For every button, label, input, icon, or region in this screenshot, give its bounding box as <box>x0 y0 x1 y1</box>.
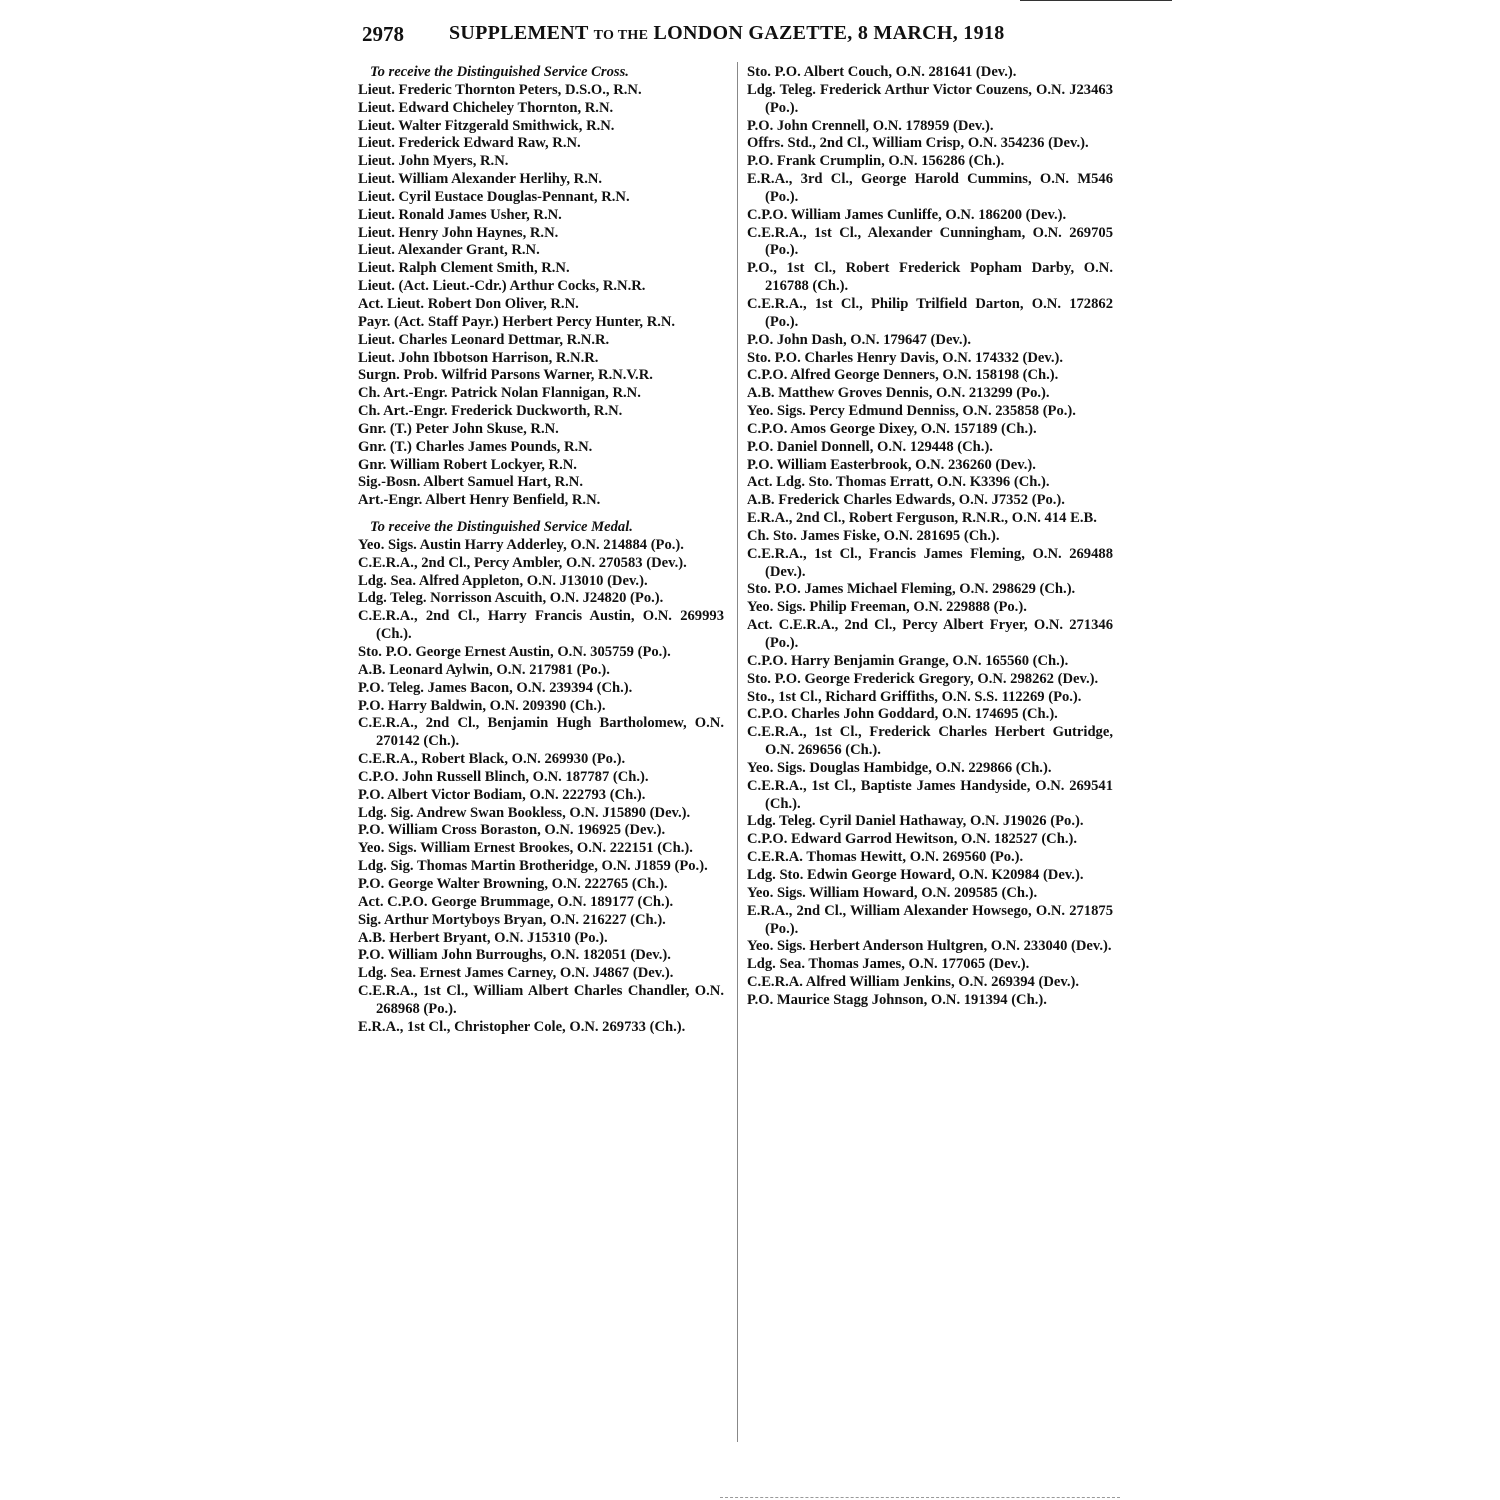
award-entry: Lieut. Henry John Haynes, R.N. <box>358 224 559 241</box>
award-entry: Yeo. Sigs. Herbert Anderson Hultgren, O.N. 233040 (Dev.). <box>747 938 1112 955</box>
award-entry: C.P.O. John Russell Blinch, O.N. 187787 (Ch.). <box>358 768 649 785</box>
award-entry: Gnr. (T.) Charles James Pounds, R.N. <box>358 438 593 455</box>
award-entry: Lieut. Frederic Thornton Peters, D.S.O., R.N. <box>358 81 642 98</box>
award-entry: C.E.R.A., 1st Cl., Frederick Charles Herbert Gutridge, O.N. 269656 (Ch.). <box>747 724 1113 759</box>
award-entry: P.O. John Crennell, O.N. 178959 (Dev.). <box>747 117 994 134</box>
award-entry: P.O. Maurice Stagg Johnson, O.N. 191394 (Ch.). <box>747 991 1047 1008</box>
award-entry: Payr. (Act. Staff Payr.) Herbert Percy Hunter, R.N. <box>358 313 676 330</box>
award-entry: Ldg. Sig. Andrew Swan Bookless, O.N. J15890 (Dev.). <box>358 804 691 821</box>
award-entry: Lieut. (Act. Lieut.-Cdr.) Arthur Cocks, R.N.R. <box>358 278 646 295</box>
top-rule <box>1020 0 1172 1</box>
award-entry: Act. Lieut. Robert Don Oliver, R.N. <box>358 295 579 312</box>
award-entry: Lieut. Charles Leonard Dettmar, R.N.R. <box>358 331 610 348</box>
award-entry: Ldg. Sea. Ernest James Carney, O.N. J4867 (Dev.). <box>358 965 674 982</box>
award-entry: Lieut. Walter Fitzgerald Smithwick, R.N. <box>358 117 615 134</box>
award-entry: Lieut. Edward Chicheley Thornton, R.N. <box>358 99 614 116</box>
title-suffix: LONDON GAZETTE, 8 MARCH, 1918 <box>653 22 1005 44</box>
award-entry: C.P.O. Charles John Goddard, O.N. 174695 (Ch.). <box>747 706 1058 723</box>
section-spacer <box>358 510 724 519</box>
award-entry: C.E.R.A., 1st Cl., Baptiste James Handyside, O.N. 269541 (Ch.). <box>747 777 1113 812</box>
award-entry: P.O. William Easterbrook, O.N. 236260 (Dev.). <box>747 456 1036 473</box>
award-entry: C.E.R.A., 2nd Cl., Benjamin Hugh Bartholomew, O.N. 270142 (Ch.). <box>358 715 724 750</box>
award-entry: Lieut. Alexander Grant, R.N. <box>358 242 540 259</box>
award-entry: A.B. Matthew Groves Dennis, O.N. 213299 (Po.). <box>747 385 1050 402</box>
award-entry: E.R.A., 1st Cl., Christopher Cole, O.N. 269733 (Ch.). <box>358 1018 686 1035</box>
award-entry: P.O. Frank Crumplin, O.N. 156286 (Ch.). <box>747 153 1005 170</box>
award-entry: C.E.R.A., 1st Cl., William Albert Charles Chandler, O.N. 268968 (Po.). <box>358 983 724 1017</box>
left-column <box>358 64 724 1037</box>
award-entry: C.P.O. William James Cunliffe, O.N. 186200 (Dev.). <box>747 206 1067 223</box>
title-small: TO THE <box>593 28 649 43</box>
award-entry: E.R.A., 3rd Cl., George Harold Cummins, O.N. M546 (Po.). <box>747 171 1113 205</box>
award-entry: E.R.A., 2nd Cl., Robert Ferguson, R.N.R., O.N. 414 E.B. <box>747 510 1097 527</box>
award-entry: Lieut. Ralph Clement Smith, R.N. <box>358 260 570 277</box>
award-entry: C.E.R.A., Robert Black, O.N. 269930 (Po.). <box>358 751 626 768</box>
award-entry: C.P.O. Alfred George Denners, O.N. 158198 (Ch.). <box>747 367 1059 384</box>
award-entry: A.B. Frederick Charles Edwards, O.N. J7352 (Po.). <box>747 492 1065 509</box>
award-entry: Gnr. William Robert Lockyer, R.N. <box>358 456 577 473</box>
award-entry: Sto. P.O. George Ernest Austin, O.N. 305759 (Po.). <box>358 644 671 660</box>
award-entry: A.B. Leonard Aylwin, O.N. 217981 (Po.). <box>358 661 610 678</box>
award-entry: Yeo. Sigs. William Howard, O.N. 209585 (Ch.). <box>747 884 1038 901</box>
award-entry: A.B. Herbert Bryant, O.N. J15310 (Po.). <box>358 929 608 946</box>
award-entry: C.E.R.A. Thomas Hewitt, O.N. 269560 (Po.). <box>747 849 1024 866</box>
award-entry: Ldg. Sig. Thomas Martin Brotheridge, O.N. J1859 (Po.). <box>358 858 708 875</box>
award-entry: Gnr. (T.) Peter John Skuse, R.N. <box>358 420 559 437</box>
award-entry: Sto. P.O. George Frederick Gregory, O.N. 298262 (Dev.). <box>747 670 1099 687</box>
award-entry: P.O. William John Burroughs, O.N. 182051 (Dev.). <box>358 947 671 964</box>
award-entry: Ldg. Teleg. Frederick Arthur Victor Couzens, O.N. J23463 (Po.). <box>747 81 1113 116</box>
right-column <box>747 64 1113 1010</box>
award-entry: Sig. Arthur Mortyboys Bryan, O.N. 216227 (Ch.). <box>358 911 666 928</box>
page-number: 2978 <box>362 22 404 46</box>
award-entry: Lieut. Ronald James Usher, R.N. <box>358 206 562 223</box>
award-entry: Yeo. Sigs. William Ernest Brookes, O.N. 222151 (Ch.). <box>358 840 693 857</box>
award-entry: Yeo. Sigs. Douglas Hambidge, O.N. 229866 (Ch.). <box>747 759 1052 776</box>
title-prefix: SUPPLEMENT <box>449 22 589 44</box>
award-entry: Ldg. Sea. Alfred Appleton, O.N. J13010 (Dev.). <box>358 572 648 589</box>
section-heading: To receive the Distinguished Service Cross. <box>370 64 629 80</box>
award-entry: Lieut. John Ibbotson Harrison, R.N.R. <box>358 349 599 366</box>
award-entry: Act. C.E.R.A., 2nd Cl., Percy Albert Fryer, O.N. 271346 (Po.). <box>747 617 1113 651</box>
award-entry: Yeo. Sigs. Austin Harry Adderley, O.N. 214884 (Po.). <box>358 536 684 553</box>
award-entry: C.P.O. Edward Garrod Hewitson, O.N. 182527 (Ch.). <box>747 831 1077 848</box>
section-heading: To receive the Distinguished Service Medal. <box>370 519 633 536</box>
award-entry: P.O. Harry Baldwin, O.N. 209390 (Ch.). <box>358 697 606 714</box>
award-entry: Ldg. Teleg. Cyril Daniel Hathaway, O.N. J19026 (Po.). <box>747 813 1084 830</box>
award-entry: Lieut. William Alexander Herlihy, R.N. <box>358 171 603 188</box>
award-entry: P.O. John Dash, O.N. 179647 (Dev.). <box>747 331 972 348</box>
award-entry: P.O. George Walter Browning, O.N. 222765 (Ch.). <box>358 875 668 892</box>
award-entry: Ldg. Teleg. Norrisson Ascuith, O.N. J24820 (Po.). <box>358 590 664 607</box>
award-entry: Lieut. Frederick Edward Raw, R.N. <box>358 135 581 152</box>
award-entry: Lieut. Cyril Eustace Douglas-Pennant, R.N. <box>358 188 630 205</box>
page-title <box>449 22 1005 45</box>
award-entry: Ch. Art.-Engr. Frederick Duckworth, R.N. <box>358 403 623 420</box>
award-entry: C.E.R.A., 2nd Cl., Harry Francis Austin, O.N. 269993 (Ch.). <box>358 608 724 643</box>
award-entry: C.E.R.A., 2nd Cl., Percy Ambler, O.N. 270583 (Dev.). <box>358 554 687 571</box>
award-entry: Sto. P.O. Charles Henry Davis, O.N. 174332 (Dev.). <box>747 349 1064 366</box>
award-entry: Ch. Art.-Engr. Patrick Nolan Flannigan, R.N. <box>358 385 641 402</box>
award-entry: Lieut. John Myers, R.N. <box>358 153 509 170</box>
award-entry: Act. Ldg. Sto. Thomas Erratt, O.N. K3396 (Ch.). <box>747 474 1050 491</box>
award-entry: Sto., 1st Cl., Richard Griffiths, O.N. S.S. 112269 (Po.). <box>747 688 1082 705</box>
award-entry: Act. C.P.O. George Brummage, O.N. 189177 (Ch.). <box>358 893 674 910</box>
award-entry: C.E.R.A., 1st Cl., Francis James Fleming, O.N. 269488 (Dev.). <box>747 545 1113 580</box>
award-entry: C.E.R.A., 1st Cl., Alexander Cunningham, O.N. 269705 (Po.). <box>747 224 1113 259</box>
award-entry: C.P.O. Harry Benjamin Grange, O.N. 165560 (Ch.). <box>747 652 1069 669</box>
award-entry: Ch. Sto. James Fiske, O.N. 281695 (Ch.). <box>747 527 1000 544</box>
award-entry: C.E.R.A., 1st Cl., Philip Trilfield Darton, O.N. 172862 (Po.). <box>747 295 1113 330</box>
award-entry: P.O., 1st Cl., Robert Frederick Popham Darby, O.N. 216788 (Ch.). <box>747 260 1113 295</box>
award-entry: P.O. William Cross Boraston, O.N. 196925 (Dev.). <box>358 822 666 839</box>
award-entry: P.O. Daniel Donnell, O.N. 129448 (Ch.). <box>747 438 993 455</box>
award-entry: Offrs. Std., 2nd Cl., William Crisp, O.N. 354236 (Dev.). <box>747 135 1089 152</box>
award-entry: Sto. P.O. Albert Couch, O.N. 281641 (Dev.). <box>747 64 1017 80</box>
award-entry: Yeo. Sigs. Percy Edmund Denniss, O.N. 235858 (Po.). <box>747 403 1076 420</box>
award-entry: C.P.O. Amos George Dixey, O.N. 157189 (Ch.). <box>747 420 1037 437</box>
award-entry: Ldg. Sto. Edwin George Howard, O.N. K20984 (Dev.). <box>747 866 1084 883</box>
award-entry: Sto. P.O. James Michael Fleming, O.N. 298629 (Ch.). <box>747 581 1076 598</box>
column-divider <box>737 62 738 1442</box>
award-entry: Sig.-Bosn. Albert Samuel Hart, R.N. <box>358 474 583 491</box>
award-entry: Art.-Engr. Albert Henry Benfield, R.N. <box>358 492 601 509</box>
award-entry: Yeo. Sigs. Philip Freeman, O.N. 229888 (Po.). <box>747 599 1027 616</box>
bottom-rule <box>720 1497 1120 1498</box>
award-entry: Surgn. Prob. Wilfrid Parsons Warner, R.N.V.R. <box>358 367 653 384</box>
page-header <box>362 22 1122 52</box>
award-entry: E.R.A., 2nd Cl., William Alexander Howsego, O.N. 271875 (Po.). <box>747 902 1113 937</box>
award-entry: P.O. Teleg. James Bacon, O.N. 239394 (Ch.). <box>358 679 633 696</box>
award-entry: P.O. Albert Victor Bodiam, O.N. 222793 (Ch.). <box>358 786 646 803</box>
award-entry: C.E.R.A. Alfred William Jenkins, O.N. 269394 (Dev.). <box>747 974 1080 991</box>
award-entry: Ldg. Sea. Thomas James, O.N. 177065 (Dev.). <box>747 956 1030 973</box>
